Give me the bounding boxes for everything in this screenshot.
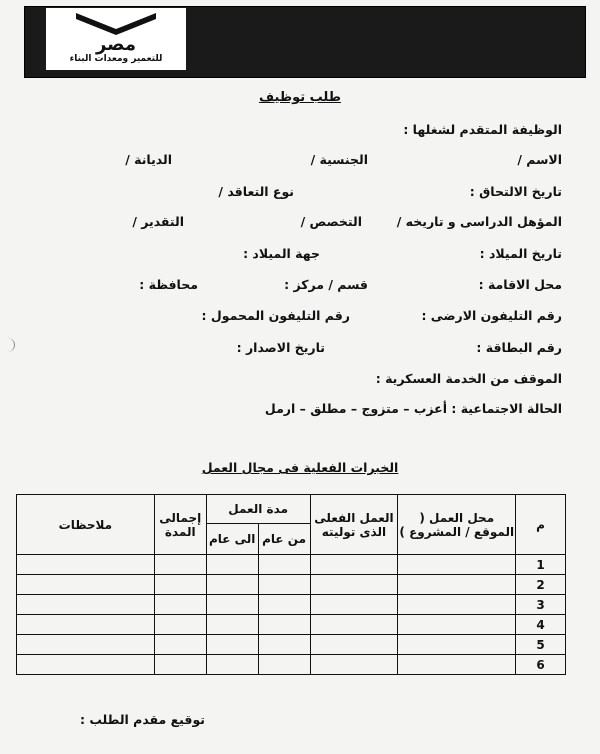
cell-notes[interactable] [17, 655, 155, 675]
cell-actual-work[interactable] [310, 615, 398, 635]
field-job: الوظيفة المتقدم لشغلها : [403, 122, 562, 137]
field-religion: الديانة / [125, 152, 172, 167]
row-number: 1 [516, 555, 566, 575]
cell-location[interactable] [398, 615, 516, 635]
cell-from-year[interactable] [258, 555, 310, 575]
table-row [17, 635, 566, 655]
cell-total[interactable] [154, 655, 206, 675]
header-to-year: الى عام [206, 524, 258, 555]
cell-to-year[interactable] [206, 615, 258, 635]
applicant-signature: توقيع مقدم الطلب : [79, 712, 205, 727]
header-total: إجمالى المدة [154, 495, 206, 555]
table-row [17, 555, 566, 575]
field-military: الموقف من الخدمة العسكرية : [375, 371, 562, 386]
table-header-row [17, 495, 566, 524]
cell-from-year[interactable] [258, 635, 310, 655]
field-id-number: رقم البطاقة : [476, 340, 562, 355]
cell-from-year[interactable] [258, 655, 310, 675]
company-logo [46, 8, 186, 70]
cell-from-year[interactable] [258, 615, 310, 635]
header-notes: ملاحظات [17, 495, 155, 555]
row-number: 5 [516, 635, 566, 655]
cell-actual-work[interactable] [310, 595, 398, 615]
cell-location[interactable] [398, 655, 516, 675]
row-number: 4 [516, 615, 566, 635]
cell-notes[interactable] [17, 635, 155, 655]
cell-notes[interactable] [17, 575, 155, 595]
experience-table [16, 494, 566, 675]
cell-actual-work[interactable] [310, 575, 398, 595]
field-grade: التقدير / [132, 214, 184, 229]
cell-actual-work[interactable] [310, 635, 398, 655]
header-location: محل العمل ( الموقع / المشروع ) [398, 495, 516, 555]
experience-table-title: الخبرات الفعلية فى مجال العمل [201, 460, 399, 475]
cell-location[interactable] [398, 575, 516, 595]
table-row [17, 595, 566, 615]
cell-total[interactable] [154, 555, 206, 575]
field-nationality: الجنسية / [310, 152, 368, 167]
field-name: الاسم / [517, 152, 562, 167]
field-district: قسم / مركز : [284, 277, 368, 292]
header-num: م [516, 495, 566, 555]
cell-total[interactable] [154, 615, 206, 635]
cell-from-year[interactable] [258, 595, 310, 615]
binding-hole [0, 338, 15, 352]
field-landline: رقم التليفون الارضى : [421, 308, 562, 323]
table-row [17, 615, 566, 635]
cell-location[interactable] [398, 555, 516, 575]
form-title: طلب توظيف [259, 90, 341, 105]
cell-from-year[interactable] [258, 575, 310, 595]
cell-location[interactable] [398, 635, 516, 655]
field-mobile: رقم التليفون المحمول : [201, 308, 350, 323]
row-number: 2 [516, 575, 566, 595]
cell-total[interactable] [154, 595, 206, 615]
cell-to-year[interactable] [206, 595, 258, 615]
row-number: 3 [516, 595, 566, 615]
field-qualification: المؤهل الدراسى و تاريخه / [396, 214, 562, 229]
header-from-year: من عام [258, 524, 310, 555]
header-actual-work: العمل الفعلى الذى توليته [310, 495, 398, 555]
cell-notes[interactable] [17, 555, 155, 575]
table-row [17, 655, 566, 675]
cell-to-year[interactable] [206, 655, 258, 675]
field-governorate: محافظة : [139, 277, 198, 292]
cell-total[interactable] [154, 575, 206, 595]
cell-total[interactable] [154, 635, 206, 655]
cell-to-year[interactable] [206, 635, 258, 655]
logo-main-text: مصر [95, 34, 137, 55]
logo-sub-text: للتعمير ومعدات البناء [69, 54, 163, 64]
cell-actual-work[interactable] [310, 655, 398, 675]
table-row [17, 575, 566, 595]
field-birth-place: جهة الميلاد : [243, 246, 320, 261]
row-number: 6 [516, 655, 566, 675]
header-duration: مدة العمل [206, 495, 310, 524]
cell-to-year[interactable] [206, 575, 258, 595]
cell-actual-work[interactable] [310, 555, 398, 575]
cell-location[interactable] [398, 595, 516, 615]
field-birth-date: تاريخ الميلاد : [479, 246, 562, 261]
field-specialization: التخصص / [300, 214, 362, 229]
cell-notes[interactable] [17, 595, 155, 615]
cell-notes[interactable] [17, 615, 155, 635]
field-contract-type: نوع التعاقد / [218, 184, 294, 199]
field-residence: محل الاقامة : [478, 277, 562, 292]
field-join-date: تاريخ الالتحاق : [469, 184, 562, 199]
cell-to-year[interactable] [206, 555, 258, 575]
field-marital: الحالة الاجتماعية : أعزب – متزوج – مطلق – ارمل [264, 401, 562, 416]
field-issue-date: تاريخ الاصدار : [236, 340, 325, 355]
